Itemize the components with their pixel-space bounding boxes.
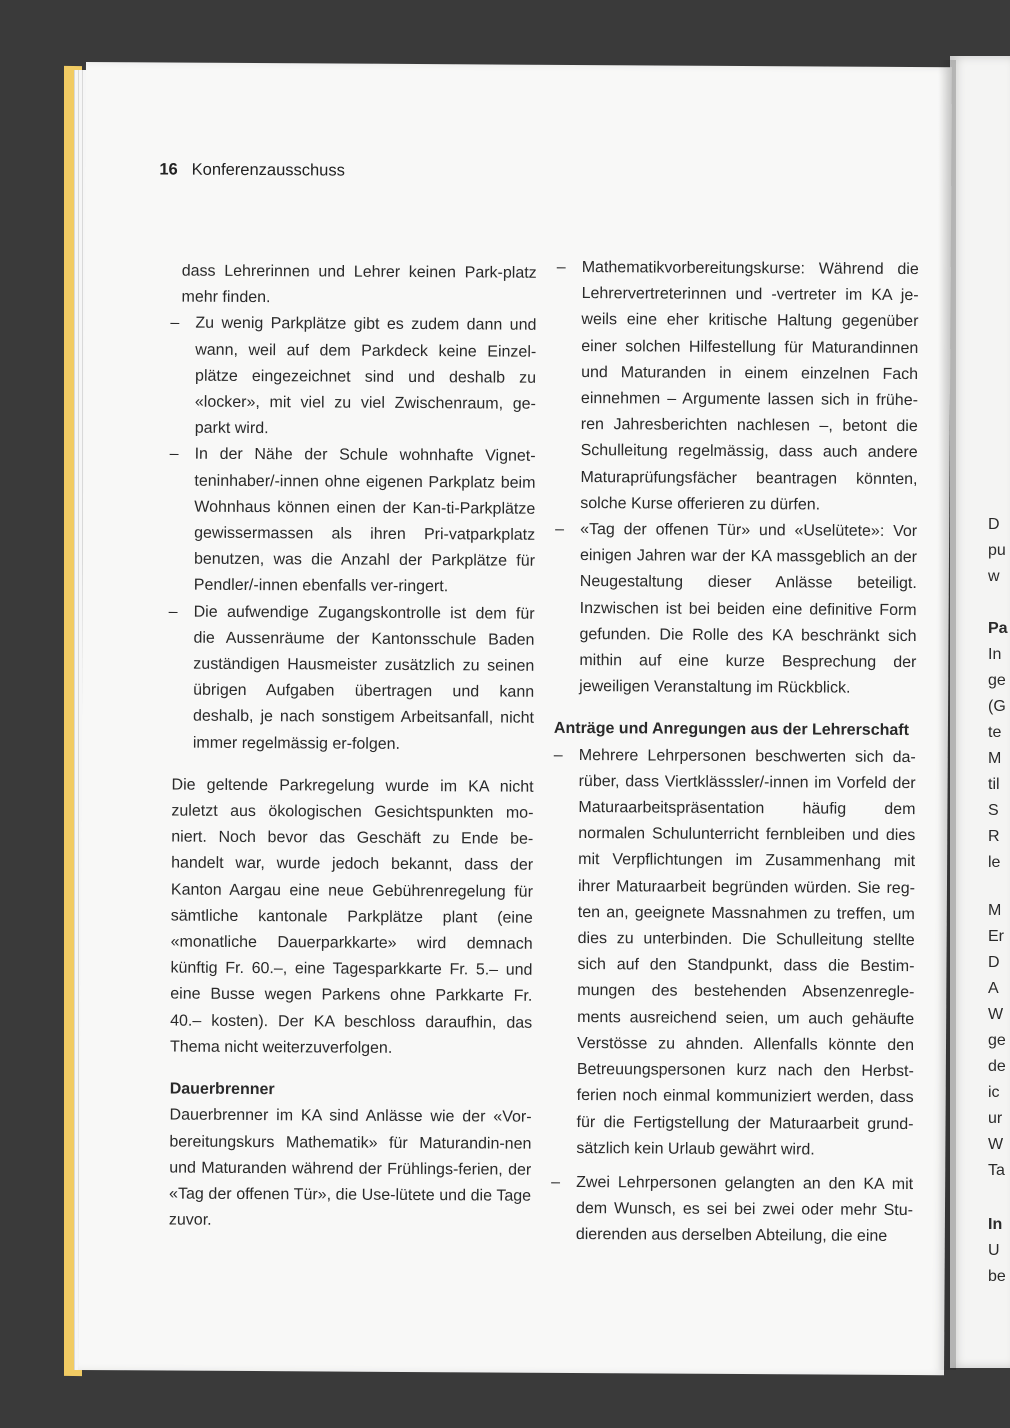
fragment-line: In — [988, 646, 1002, 663]
list-item — [554, 517, 917, 703]
fragment-line: ge — [988, 1032, 1006, 1049]
right-column — [551, 255, 919, 1251]
fragment-line: In — [988, 1216, 1003, 1233]
continuation-text: dass Lehrerinnen und Lehrer keinen Park-platz mehr finden. — [181, 262, 537, 307]
fragment-line: te — [988, 724, 1002, 741]
fragment-line: U — [988, 1242, 1000, 1259]
list-item — [169, 442, 536, 601]
list-item-text: «Tag der offenen Tür» und «Uselütete»: Vor einigen Jahren war der KA massgeblich an der Neugestaltung dieser Anlässe beteiligt. Inzwischen ist bei beiden eine definitive Form gefunden. Die Rolle des KA beschränkt sich mithin auf eine kurze Besprechung der jeweiligen Veranstaltung im Rückblick. — [579, 521, 918, 697]
fragment-line: ur — [988, 1110, 1003, 1127]
fragment-line: R — [988, 828, 1000, 845]
dash-bullet: – — [556, 258, 566, 276]
fragment-line: W — [988, 1136, 1004, 1153]
fragment-line: D — [988, 516, 1000, 533]
fragment-line: M — [988, 902, 1002, 919]
list-item — [551, 1170, 913, 1251]
dash-bullet: – — [551, 1173, 561, 1191]
facing-page-text-fragment — [988, 1212, 1006, 1290]
dash-bullet: – — [169, 445, 179, 463]
list-item — [555, 255, 919, 519]
fragment-line: S — [988, 802, 999, 819]
facing-page-text-fragment — [988, 616, 1008, 642]
spine-shadow — [938, 60, 956, 1370]
page-number: 16 — [159, 160, 178, 179]
list-item-text: In der Nähe der Schule wohnhafte Vignet-teninhaber/-innen ohne eigenen Parkplatz beim Wohnhaus können einen der Kan-ti-Parkplätze gewissermassen als ihren Pri-vatparkplatz benutzen, was die Anzahl der Parkplätze für Pendler/-innen ebenfalls ver-ringert. — [193, 446, 536, 596]
list-item-text: Mathematikvorbereitungskurse: Während die Lehrervertreterinnen und -vertreter im KA je-weils eine eher kritische Haltung gegenüber einer solchen Hilfestellung für Maturandinnen und Maturanden in einem einzelnen Fach einnehmen – Argumente lassen sich in frühe-ren Jahresberichten nachlesen –, betont die Schulleitung regelmässig, dass auch andere Maturaprüfungsfächer beantragen könnten, solche Kurse offerieren zu dürfen. — [580, 259, 919, 514]
section-heading: Anträge und Anregungen aus der Lehrerschaft — [553, 720, 909, 740]
list-item — [168, 599, 535, 758]
fragment-line: ic — [988, 1084, 1000, 1101]
fragment-line: pu — [988, 542, 1006, 559]
fragment-line: til — [988, 776, 1000, 793]
fragment-line: A — [988, 980, 999, 997]
list-item-text: Mehrere Lehrpersonen beschwerten sich da-rüber, dass Viertklässsler/-innen im Vorfeld der Maturaarbeitspräsentation häufig dem normalen Schulunterricht fernbleiben und dies mit Verpflichtungen im Zusammenhang mit ihrer Maturaarbeit begründen würden. Sie reg-ten an, geeignete Massnahmen zu treffen, um dies zu unterbinden. Die Schulleitung stellte sich auf den Standpunkt, dass die Bestim-mungen des bestehenden Absenzenregle-ments ausreichend seien, um auch gehäufte Verstösse zu ahnden. Allenfalls könnte den Betreuungspersonen kurz nach den Herbst-ferien noch einmal kommuniziert werden, dass für die Fertigstellung der Maturaarbeit grund-sätzlich kein Urlaub gewährt wird. — [576, 746, 916, 1159]
facing-page-text-fragment — [988, 898, 1006, 1184]
dash-bullet: – — [170, 314, 180, 332]
running-header — [159, 160, 345, 180]
fragment-line: Pa — [988, 620, 1008, 637]
dash-bullet: – — [555, 520, 565, 538]
body-paragraph: Dauerbrenner im KA sind Anlässe wie der «Vor-bereitungskurs Mathematik» für Maturandin-nen und Maturanden während der Frühlings-ferien, der «Tag der offenen Tür», die Use-lütete und die Tage zuvor. — [168, 1106, 532, 1229]
list-item — [170, 311, 537, 444]
section-heading: Dauerbrenner — [169, 1080, 275, 1099]
fragment-line: le — [988, 854, 1001, 871]
book-page — [78, 62, 952, 1375]
fragment-line: (G — [988, 698, 1006, 715]
fragment-line: D — [988, 954, 1000, 971]
list-item-text: Zwei Lehrpersonen gelangten an den KA mit dem Wunsch, es sei bei zwei oder mehr Stu-dierenden aus derselben Abteilung, die eine — [575, 1173, 914, 1246]
fragment-line: Er — [988, 928, 1004, 945]
list-item — [551, 743, 916, 1164]
fragment-line: W — [988, 1006, 1004, 1023]
fragment-line: M — [988, 750, 1002, 767]
facing-page-text-fragment — [988, 642, 1006, 876]
left-column — [165, 259, 537, 1237]
fragment-line: de — [988, 1058, 1006, 1075]
body-paragraph: Die geltende Parkregelung wurde im KA nicht zuletzt aus ökologischen Gesichtspunkten mo-niert. Noch bevor das Geschäft zu Ende be-handelt war, wurde jedoch bekannt, dass der Kanton Aargau eine neue Gebührenregelung für sämtliche kantonale Parkplätze plant (eine «monatliche Dauerparkkarte» wird demnach künftig Fr. 60.–, eine Tagesparkkarte Fr. 5.– und eine Busse wegen Parkens ohne Parkkarte Fr. 40.– kosten). Der KA beschloss daraufhin, das Thema nicht weiterzuverfolgen. — [169, 776, 534, 1057]
list-item-text: Die aufwendige Zugangskontrolle ist dem für die Aussenräume der Kantonsschule Baden zuständigen Hausmeister zusätzlich zu seinen übrigen Aufgaben übertragen und kann deshalb, je nach sonstigem Arbeitsanfall, nicht immer regelmässig er-folgen. — [192, 603, 535, 753]
dash-bullet: – — [168, 603, 178, 621]
facing-page-text-fragment — [988, 512, 1006, 590]
section-title: Konferenzausschuss — [191, 160, 345, 180]
fragment-line: w — [988, 568, 1000, 585]
fragment-line: Ta — [988, 1162, 1005, 1179]
fragment-line: ge — [988, 672, 1006, 689]
dash-bullet: – — [553, 746, 563, 764]
fragment-line: be — [988, 1268, 1006, 1285]
list-item-text: Zu wenig Parkplätze gibt es zudem dann und wann, weil auf dem Parkdeck keine Einzel-plätze eingezeichnet sind und deshalb zu «locker», mit viel zu viel Zwischenraum, ge-parkt wird. — [194, 315, 537, 438]
